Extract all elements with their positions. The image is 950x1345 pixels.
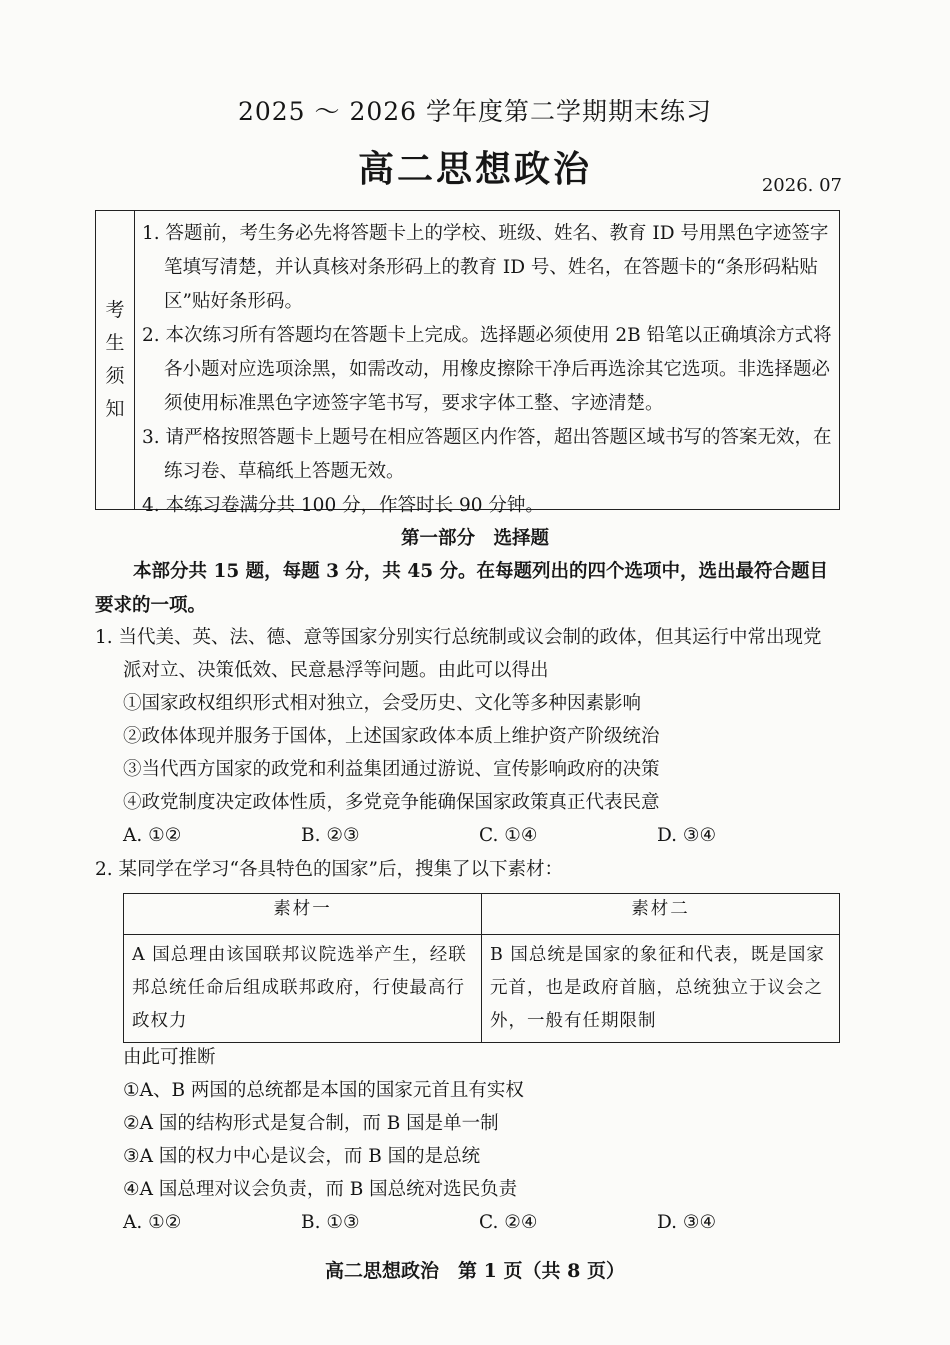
question-stem: 1. 当代美、英、法、德、意等国家分别实行总统制或议会制的政体，但其运行中常出现党派对立、决策低效、民意悬浮等问题。由此可以得出 [95, 627, 822, 681]
choice-d: D. ③④ [657, 1212, 717, 1233]
answer-choices [95, 1206, 840, 1239]
notice-label-char: 须 [105, 365, 125, 387]
statement: ③当代西方国家的政党和利益集团通过游说、宣传影响政府的决策 [123, 759, 660, 780]
notice-item: 2. 本次练习所有答题均在答题卡上完成。选择题必须使用 2B 铅笔以正确填涂方式将各小题对应选项涂黑，如需改动，用橡皮擦除干净后再选涂其它选项。非选择题必须使用标准黑色字迹签字笔书写，要求字体工整、字迹清楚。 [142, 325, 832, 414]
question-stem: 2. 某同学在学习“各具特色的国家”后，搜集了以下素材： [95, 859, 563, 880]
choice-b: B. ①③ [301, 1212, 360, 1233]
table-header: 素材一 [124, 894, 482, 935]
semester-heading: 2025 ～ 2026 学年度第二学期期末练习 [237, 97, 713, 126]
statement: ①国家政权组织形式相对独立，会受历史、文化等多种因素影响 [123, 693, 642, 714]
page-title: 高二思想政治 [357, 148, 592, 190]
statement: ④A 国总理对议会负责，而 B 国总统对选民负责 [123, 1179, 518, 1200]
choice-c: C. ②④ [479, 1212, 538, 1233]
question-lead: 由此可推断 [123, 1047, 216, 1068]
statement: ②A 国的结构形式是复合制，而 B 国是单一制 [123, 1113, 499, 1134]
question-2-stem-block [95, 853, 840, 886]
table-header: 素材二 [482, 894, 840, 935]
statement: ④政党制度决定政体性质，多党竞争能确保国家政策真正代表民意 [123, 792, 660, 813]
statement: ①A、B 两国的总统都是本国的国家元首且有实权 [123, 1080, 524, 1101]
notice-items [142, 217, 833, 523]
page-footer: 高二思想政治 第 1 页（共 8 页） [325, 1260, 625, 1282]
question-1 [95, 621, 840, 852]
choice-a: A. ①② [123, 825, 182, 846]
section-description: 本部分共 15 题，每题 3 分，共 45 分。在每题列出的四个选项中，选出最符合题目要求的一项。 [95, 561, 829, 616]
candidate-notice-box [95, 210, 840, 516]
question-2-body [95, 1041, 840, 1239]
exam-date: 2026. 07 [761, 175, 842, 196]
notice-item: 3. 请严格按照答题卡上题号在相应答题区内作答，超出答题区域书写的答案无效，在练习卷、草稿纸上答题无效。 [142, 427, 832, 482]
statement: ②政体体现并服务于国体，上述国家政体本质上维护资产阶级统治 [123, 726, 660, 747]
table-cell: A 国总理由该国联邦议院选举产生，经联邦总统任命后组成联邦政府，行使最高行政权力 [124, 935, 482, 1043]
statement: ③A 国的权力中心是议会，而 B 国的是总统 [123, 1146, 481, 1167]
notice-label-char: 考 [105, 299, 125, 321]
notice-item: 1. 答题前，考生务必先将答题卡上的学校、班级、姓名、教育 ID 号用黑色字迹签字笔填写清楚，并认真核对条形码上的教育 ID 号、姓名，在答题卡的“条形码粘贴区”贴好条形码。 [142, 223, 829, 312]
notice-label-char: 知 [105, 398, 125, 420]
notice-label-char: 生 [105, 332, 125, 354]
choice-b: B. ②③ [301, 825, 360, 846]
table-cell: B 国总统是国家的象征和代表，既是国家元首，也是政府首脑，总统独立于议会之外，一般有任期限制 [482, 935, 840, 1043]
material-table [123, 893, 840, 1043]
answer-choices [95, 819, 840, 852]
notice-label [96, 211, 135, 509]
choice-d: D. ③④ [657, 825, 717, 846]
section-title: 第一部分 选择题 [400, 528, 549, 549]
choice-a: A. ①② [123, 1212, 182, 1233]
notice-item: 4. 本练习卷满分共 100 分，作答时长 90 分钟。 [142, 495, 544, 516]
choice-c: C. ①④ [479, 825, 538, 846]
